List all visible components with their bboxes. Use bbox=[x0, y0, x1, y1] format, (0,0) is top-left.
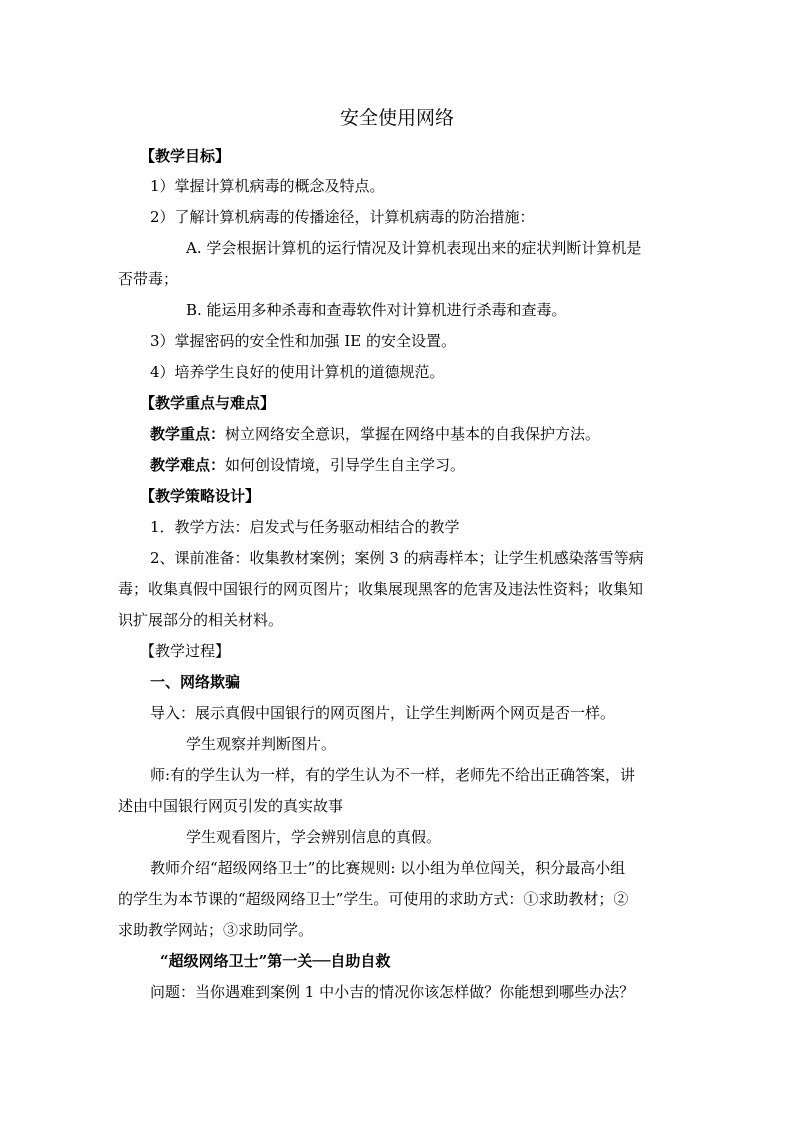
question-text: 问题：当你遇难到案例 1 中小吉的情况你该怎样做？你能想到哪些办法？ bbox=[150, 983, 635, 1001]
goal-item-2: 2）了解计算机病毒的传播途径，计算机病毒的防治措施： bbox=[150, 208, 535, 226]
strategy-item-1: 1．教学方法：启发式与任务驱动相结合的教学 bbox=[150, 518, 460, 536]
focus-text: 树立网络安全意识，掌握在网络中基本的自我保护方法。 bbox=[225, 425, 601, 443]
level-1-heading: “超级网络卫士”第一关──自助自救 bbox=[160, 952, 391, 970]
document-title: 安全使用网络 bbox=[339, 107, 454, 129]
goals-heading: 【教学目标】 bbox=[140, 147, 231, 165]
difficulty-text: 如何创设情境，引导学生自主学习。 bbox=[225, 456, 466, 474]
rules-line-1: 教师介绍“超级网络卫士”的比赛规则: 以小组为单位闯关，积分最高小组 bbox=[150, 859, 626, 877]
goal-item-2a-line1: A. 学会根据计算机的运行情况及计算机表现出来的症状判断计算机是 bbox=[186, 239, 642, 257]
difficulty-line bbox=[150, 454, 715, 476]
process-heading: 【教学过程】 bbox=[140, 642, 231, 660]
section-1-heading: 一、网络欺骗 bbox=[150, 673, 241, 691]
teacher-line-1: 师:有的学生认为一样，有的学生认为不一样，老师先不给出正确答案，讲 bbox=[150, 766, 636, 784]
intro-text: 导入：展示真假中国银行的网页图片，让学生判断两个网页是否一样。 bbox=[150, 704, 616, 722]
focus-label: 教学重点： bbox=[150, 425, 226, 443]
keypoints-heading: 【教学重点与难点】 bbox=[140, 394, 276, 412]
strategy-heading: 【教学策略设计】 bbox=[140, 487, 261, 505]
strategy-item-2-line2: 毒；收集真假中国银行的网页图片；收集展现黑客的危害及违法性资料；收集知 bbox=[118, 580, 644, 598]
difficulty-label: 教学难点： bbox=[150, 456, 226, 474]
focus-line bbox=[150, 423, 715, 445]
goal-item-3: 3）掌握密码的安全性和加强 IE 的安全设置。 bbox=[150, 332, 456, 350]
student-activity-1: 学生观察并判断图片。 bbox=[186, 735, 337, 753]
goal-item-2b: B. 能运用多种杀毒和查毒软件对计算机进行杀毒和查毒。 bbox=[186, 301, 567, 319]
strategy-item-2-line3: 识扩展部分的相关材料。 bbox=[118, 611, 284, 629]
strategy-item-2-line1: 2、课前准备：收集教材案例；案例 3 的病毒样本；让学生机感染落雪等病 bbox=[150, 549, 644, 567]
goal-item-2a-line2: 否带毒； bbox=[118, 270, 179, 288]
goal-item-1: 1）掌握计算机病毒的概念及特点。 bbox=[150, 177, 385, 195]
rules-line-2: 的学生为本节课的“超级网络卫士”学生。可使用的求助方式：①求助教材；② bbox=[118, 890, 629, 908]
rules-line-3: 求助教学网站；③求助同学。 bbox=[118, 921, 314, 939]
teacher-line-2: 述由中国银行网页引发的真实故事 bbox=[118, 797, 344, 815]
student-activity-2: 学生观看图片，学会辨别信息的真假。 bbox=[186, 828, 442, 846]
goal-item-4: 4）培养学生良好的使用计算机的道德规范。 bbox=[150, 363, 445, 381]
